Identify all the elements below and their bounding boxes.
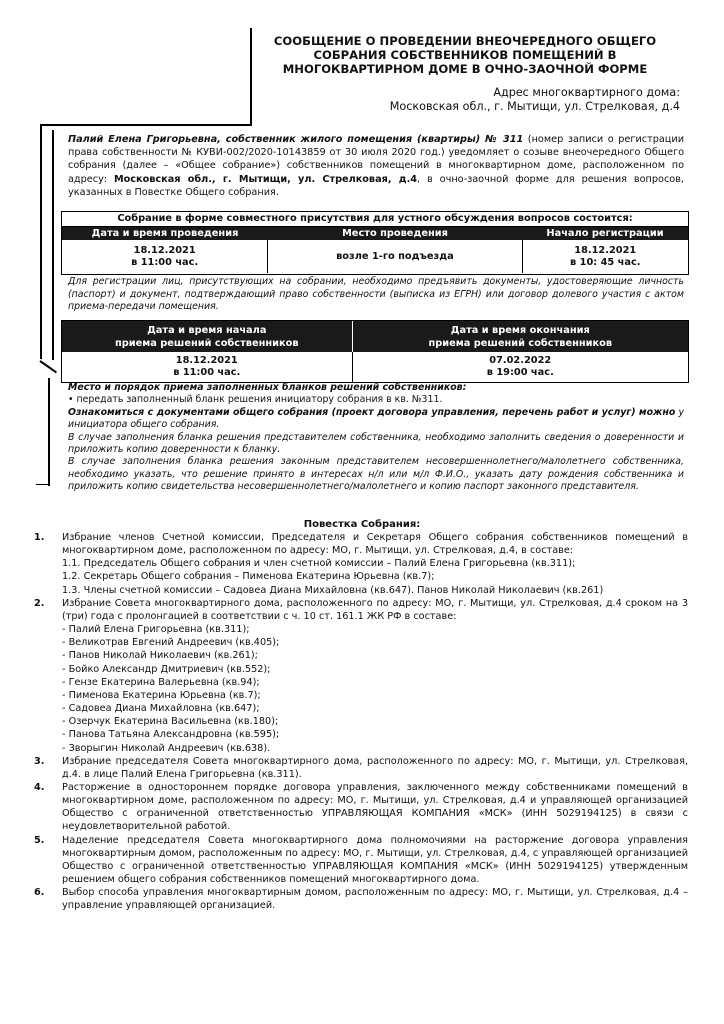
agenda-item-number: 5. [34, 834, 45, 846]
meeting-table-values [62, 240, 688, 273]
meeting-time: в 11:00 час. [131, 256, 199, 268]
agenda-item [34, 781, 688, 834]
voting-table-values [62, 352, 688, 382]
agenda-item-text: Избрание председателя Совета многоквартирного дома, расположенного по адресу: МО, г. Мытищи, ул. Стрелковая, д.4. в лице Палий Елена Григорьевна (кв.311). [62, 755, 688, 780]
council-member: - Панова Татьяна Александровна (кв.595); [62, 729, 280, 741]
meeting-table-labels [62, 227, 688, 240]
agenda-item-text: Выбор способа управления многоквартирным домом, расположенным по адресу: МО, г. Мытищи, ул. Стрелковая, д.4 – управление управляющей организацией. [62, 887, 688, 912]
voting-end-time: в 19:00 час. [486, 367, 554, 378]
submission-place-heading: Место и порядок приема заполненных бланков решений собственников: [68, 382, 467, 393]
agenda-item-text: Наделение председателя Совета многоквартирного дома полномочиями на расторжение договора управления многоквартирным домом, расположенным по адресу: МО, г. Мытищи, ул. Стрелковая, д.4, с управляющей организацией Общество с ограниченной ответственностью УПРАВЛЯЮЩАЯ КОМПАНИЯ «МСК» (ИНН 5029194125) утвержденным решением общего собрания собственников помещений многоквартирного дома. [62, 834, 688, 886]
voting-start-label-line: Дата и время начала [147, 324, 267, 336]
agenda-item-number: 2. [34, 597, 45, 609]
voting-start-label [62, 321, 353, 352]
agenda-item [34, 834, 688, 887]
agenda-item-number: 3. [34, 755, 45, 767]
agenda-subitem: 1.2. Секретарь Общего собрания – Пименова Екатерина Юрьевна (кв.7); [62, 571, 435, 583]
voting-table-labels [62, 321, 688, 352]
agenda-item-number: 4. [34, 781, 45, 793]
agenda-item-number: 6. [34, 887, 45, 899]
voting-end-label-line: Дата и время окончания [450, 324, 590, 336]
registration-date: 18.12.2021 [574, 244, 637, 256]
agenda-subitem: 1.3. Члены счетной комиссии – Садовеа Диана Михайловна (кв.647). Панов Николай Николаевич (кв.261) [62, 584, 604, 596]
voting-start-label-line: приема решений собственников [114, 337, 299, 349]
agenda-item [34, 755, 688, 781]
intro-address: Московская обл., г. Мытищи, ул. Стрелковая, д.4 [114, 173, 417, 185]
voting-end-label [353, 321, 688, 352]
meeting-datetime-label: Дата и время проведения [91, 228, 239, 239]
meeting-table-header: Собрание в форме совместного присутствия для устного обсуждения вопросов состоится: [62, 212, 688, 227]
meeting-datetime-cell [62, 240, 268, 273]
registration-label: Начало регистрации [546, 228, 664, 239]
council-member: - Бойко Александр Дмитриевич (кв.552); [62, 663, 271, 675]
agenda-item-text: Расторжение в одностороннем порядке договора управления, заключенного между собственниками помещений в многоквартирном доме, расположенном по адресу: МО, г. Мытищи, ул. Стрелковая, д.4 и управляющей организацией Общество с ограниченной ответственностью УПРАВЛЯЮЩАЯ КОМПАНИЯ «МСК» (ИНН 5029194125) в связи с неудовлетворительной работой. [62, 781, 688, 833]
voting-start-cell [62, 352, 353, 382]
decorative-frame-line [36, 484, 50, 485]
documents-note-lead: Ознакомиться с документами общего собрания (проект договора управления, перечень работ и услуг) можно [68, 406, 676, 418]
house-address [250, 86, 680, 114]
agenda-item [34, 597, 688, 623]
agenda-title: Повестка Собрания: [303, 519, 421, 530]
agenda-list [34, 531, 688, 913]
council-member: - Пименова Екатерина Юрьевна (кв.7); [62, 689, 261, 701]
decorative-frame-line [39, 360, 57, 373]
submission-place-item: • передать заполненный бланк решения инициатору собрания в кв. №311. [68, 394, 443, 406]
voting-start-date: 18.12.2021 [175, 355, 238, 366]
agenda-item [34, 886, 688, 912]
agenda-subitem: 1.1. Председатель Общего собрания и член счетной комиссии – Палий Елена Григорьевна (кв.311); [62, 558, 576, 570]
decorative-frame-line [52, 130, 54, 360]
voting-start-time: в 11:00 час. [173, 367, 241, 378]
instructions-block [68, 382, 684, 494]
voting-table [61, 320, 689, 383]
title-line: МНОГОКВАРТИРНОМ ДОМЕ В ОЧНО-ЗАОЧНОЙ ФОРМЕ [282, 62, 648, 76]
registration-cell [523, 240, 688, 273]
council-member: - Великотрав Евгений Андреевич (кв.405); [62, 637, 280, 649]
council-member: - Панов Николай Николаевич (кв.261); [62, 650, 258, 662]
council-member: - Гензе Екатерина Валерьевна (кв.94); [62, 676, 260, 688]
registration-note: Для регистрации лиц, присутствующих на собрании, необходимо предъявить документы, удостоверяющие личность (паспорт) и документ, подтверждающий право собственности (выписка из ЕГРН) или договор долевого участия с актом приема-передачи помещения. [68, 276, 684, 312]
meeting-date: 18.12.2021 [133, 244, 196, 256]
document-title [250, 34, 680, 76]
voting-end-date: 07.02.2022 [489, 355, 552, 366]
title-line: СОБРАНИЯ СОБСТВЕННИКОВ ПОМЕЩЕНИЙ В [313, 48, 617, 62]
voting-end-cell [353, 352, 688, 382]
registration-time: в 10: 45 час. [570, 256, 641, 268]
minor-owner-note: В случае заполнения бланка решения законным представителем несовершеннолетнего/малолетнего собственника, необходимо указать, что решение принято в интересах н/л или м/л Ф.И.О., указать дату рождения собственника и приложить копию свидетельства несовершеннолетнего/малолетнего и копию паспорт законного представителя. [68, 456, 684, 493]
council-member: - Палий Елена Григорьевна (кв.311); [62, 624, 250, 636]
agenda-item [34, 531, 688, 557]
meeting-table [61, 211, 689, 275]
representative-note: В случае заполнения бланка решения представителем собственника, необходимо заполнить сведения о доверенности и приложить копию доверенности к бланку. [68, 431, 684, 456]
agenda-item-text: Избрание Совета многоквартирного дома, расположенного по адресу: МО, г. Мытищи, ул. Стрелковая, д.4 сроком на 3 (три) года с пролонгацией в соответствии с ч. 10 ст. 161.1 ЖК РФ в составе: [62, 597, 688, 622]
meeting-place: возле 1-го подъезда [336, 250, 454, 262]
council-member: - Зворыгин Николай Андреевич (кв.638). [62, 742, 271, 754]
address-label: Адрес многоквартирного дома: [493, 86, 680, 99]
meeting-place-cell [268, 240, 522, 273]
initiator-name: Палий Елена Григорьевна, собственник жилого помещения (квартиры) № 311 [68, 134, 524, 145]
documents-note [68, 407, 684, 432]
meeting-place-label: Место проведения [342, 228, 448, 239]
council-member: - Озерчук Екатерина Васильевна (кв.180); [62, 716, 279, 728]
address-value: Московская обл., г. Мытищи, ул. Стрелковая, д.4 [389, 100, 680, 113]
decorative-frame-line [40, 124, 252, 126]
decorative-frame-line [48, 378, 50, 486]
agenda-item-text: Избрание членов Счетной комиссии, Председателя и Секретаря Общего собрания собственников помещений в многоквартирном доме, расположенном по адресу: МО, г. Мытищи, ул. Стрелковая, д.4, в составе: [62, 532, 688, 557]
agenda-item-number: 1. [34, 532, 45, 543]
voting-end-label-line: приема решений собственников [428, 337, 613, 349]
intro-paragraph [68, 133, 684, 199]
documents-note-rest: у инициатора общего собрания. [68, 406, 684, 431]
title-line: СООБЩЕНИЕ О ПРОВЕДЕНИИ ВНЕОЧЕРЕДНОГО ОБЩЕГО [273, 34, 657, 48]
decorative-frame-line [40, 124, 42, 359]
intro-text-end: , в очно-заочной форме для решения вопросов, указанных в Повестке Общего собрания. [68, 173, 684, 198]
intro-text: (номер записи о регистрации права собственности № КУВИ-002/2020-10143859 от 30 июля 2020 год.) уведомляет о созыве внеочередного Общего собрания (далее – «Общее собрание») собственников помещений в многоквартирном доме, расположенном по адресу: [68, 134, 684, 185]
council-member: - Садовеа Диана Михайловна (кв.647); [62, 703, 260, 715]
